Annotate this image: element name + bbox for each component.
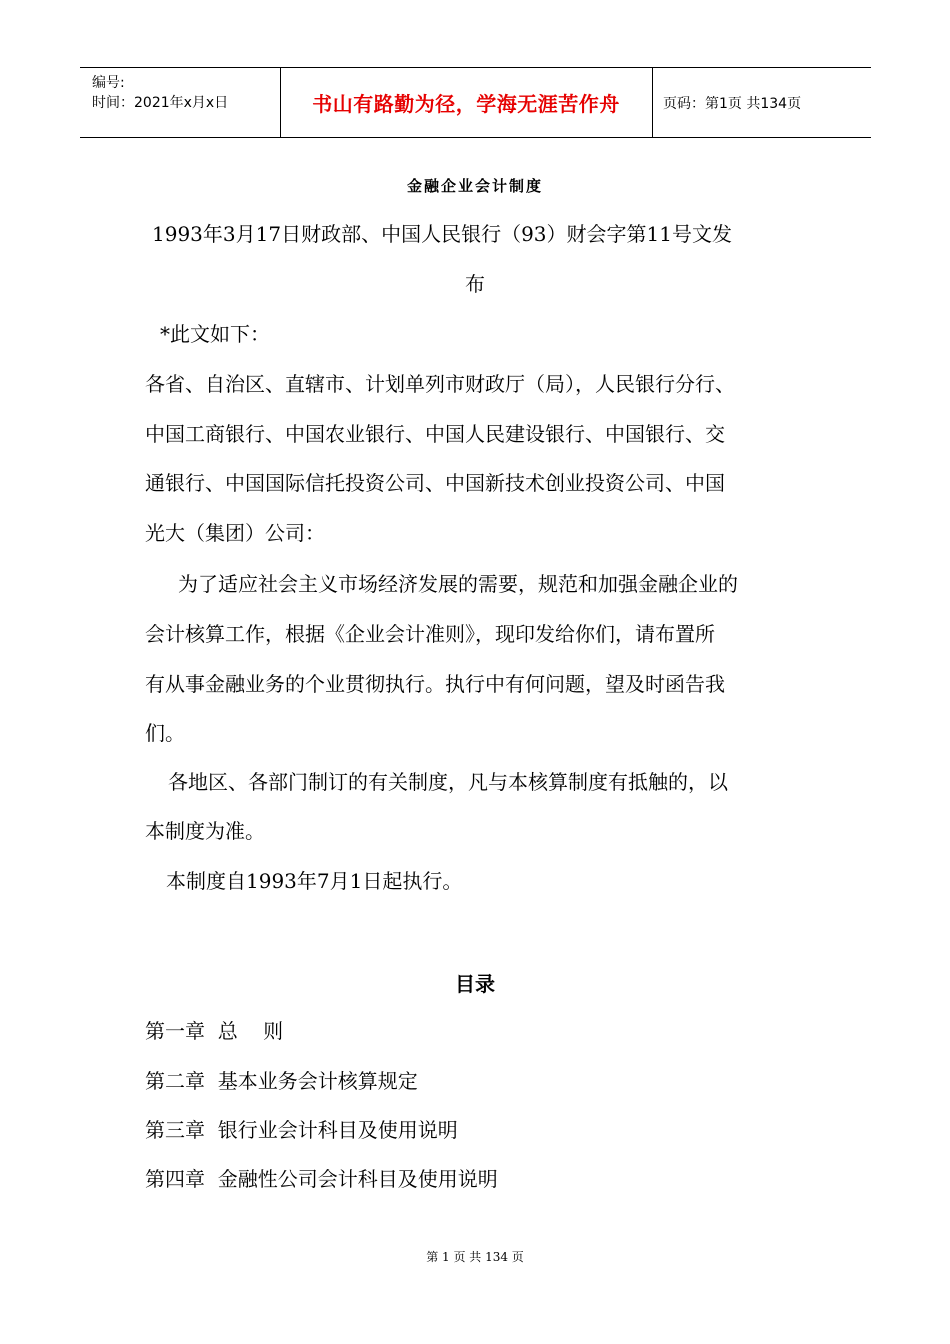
toc-item: 第二章 基本业务会计核算规定 bbox=[145, 1069, 418, 1093]
header-page-cell bbox=[653, 68, 871, 137]
recipients-line: 通银行、中国国际信托投资公司、中国新技术创业投资公司、中国 bbox=[145, 471, 725, 495]
recipients-line: 各省、自治区、直辖市、计划单列市财政厅（局），人民银行分行、 bbox=[145, 372, 735, 396]
paragraph-1-line: 有从事金融业务的个业贯彻执行。执行中有何问题，望及时函告我 bbox=[145, 672, 725, 696]
paragraph-1-line: 为了适应社会主义市场经济发展的需要，规范和加强金融企业的 bbox=[178, 572, 738, 596]
page-info: 页码：第1页 共134页 bbox=[663, 95, 802, 112]
motto-text: 书山有路勤为径，学海无涯苦作舟 bbox=[312, 92, 620, 116]
paragraph-2-line: 本制度为准。 bbox=[145, 819, 265, 843]
paragraph-1-line: 会计核算工作，根据《企业会计准则》，现印发给你们，请布置所 bbox=[145, 622, 715, 646]
intro-line: *此文如下： bbox=[160, 322, 270, 346]
header-left-cell bbox=[80, 68, 281, 137]
document-title: 金融企业会计制度 bbox=[406, 177, 543, 195]
toc-item: 第三章 银行业会计科目及使用说明 bbox=[145, 1118, 458, 1142]
paragraph-2-line: 各地区、各部门制订的有关制度，凡与本核算制度有抵触的，以 bbox=[168, 770, 728, 794]
date-label: 时间：2021年x月x日 bbox=[92, 95, 229, 111]
paragraph-3-line: 本制度自1993年7月1日起执行。 bbox=[166, 869, 463, 893]
paragraph-1-line: 们。 bbox=[145, 721, 185, 745]
header-table bbox=[80, 67, 871, 138]
toc-item: 第四章 金融性公司会计科目及使用说明 bbox=[145, 1167, 498, 1191]
recipients-line: 光大（集团）公司： bbox=[145, 521, 325, 545]
issue-line-1: 1993年3月17日财政部、中国人民银行（93）财会字第11号文发 bbox=[152, 222, 732, 246]
toc-title: 目录 bbox=[455, 972, 495, 996]
recipients-line: 中国工商银行、中国农业银行、中国人民建设银行、中国银行、交 bbox=[145, 422, 725, 446]
issue-line-2: 布 bbox=[465, 272, 485, 296]
header-motto-cell bbox=[280, 68, 653, 137]
id-label: 编号: bbox=[92, 75, 125, 91]
toc-item: 第一章 总 则 bbox=[145, 1019, 284, 1043]
page-footer: 第 1 页 共 134 页 bbox=[426, 1250, 524, 1264]
